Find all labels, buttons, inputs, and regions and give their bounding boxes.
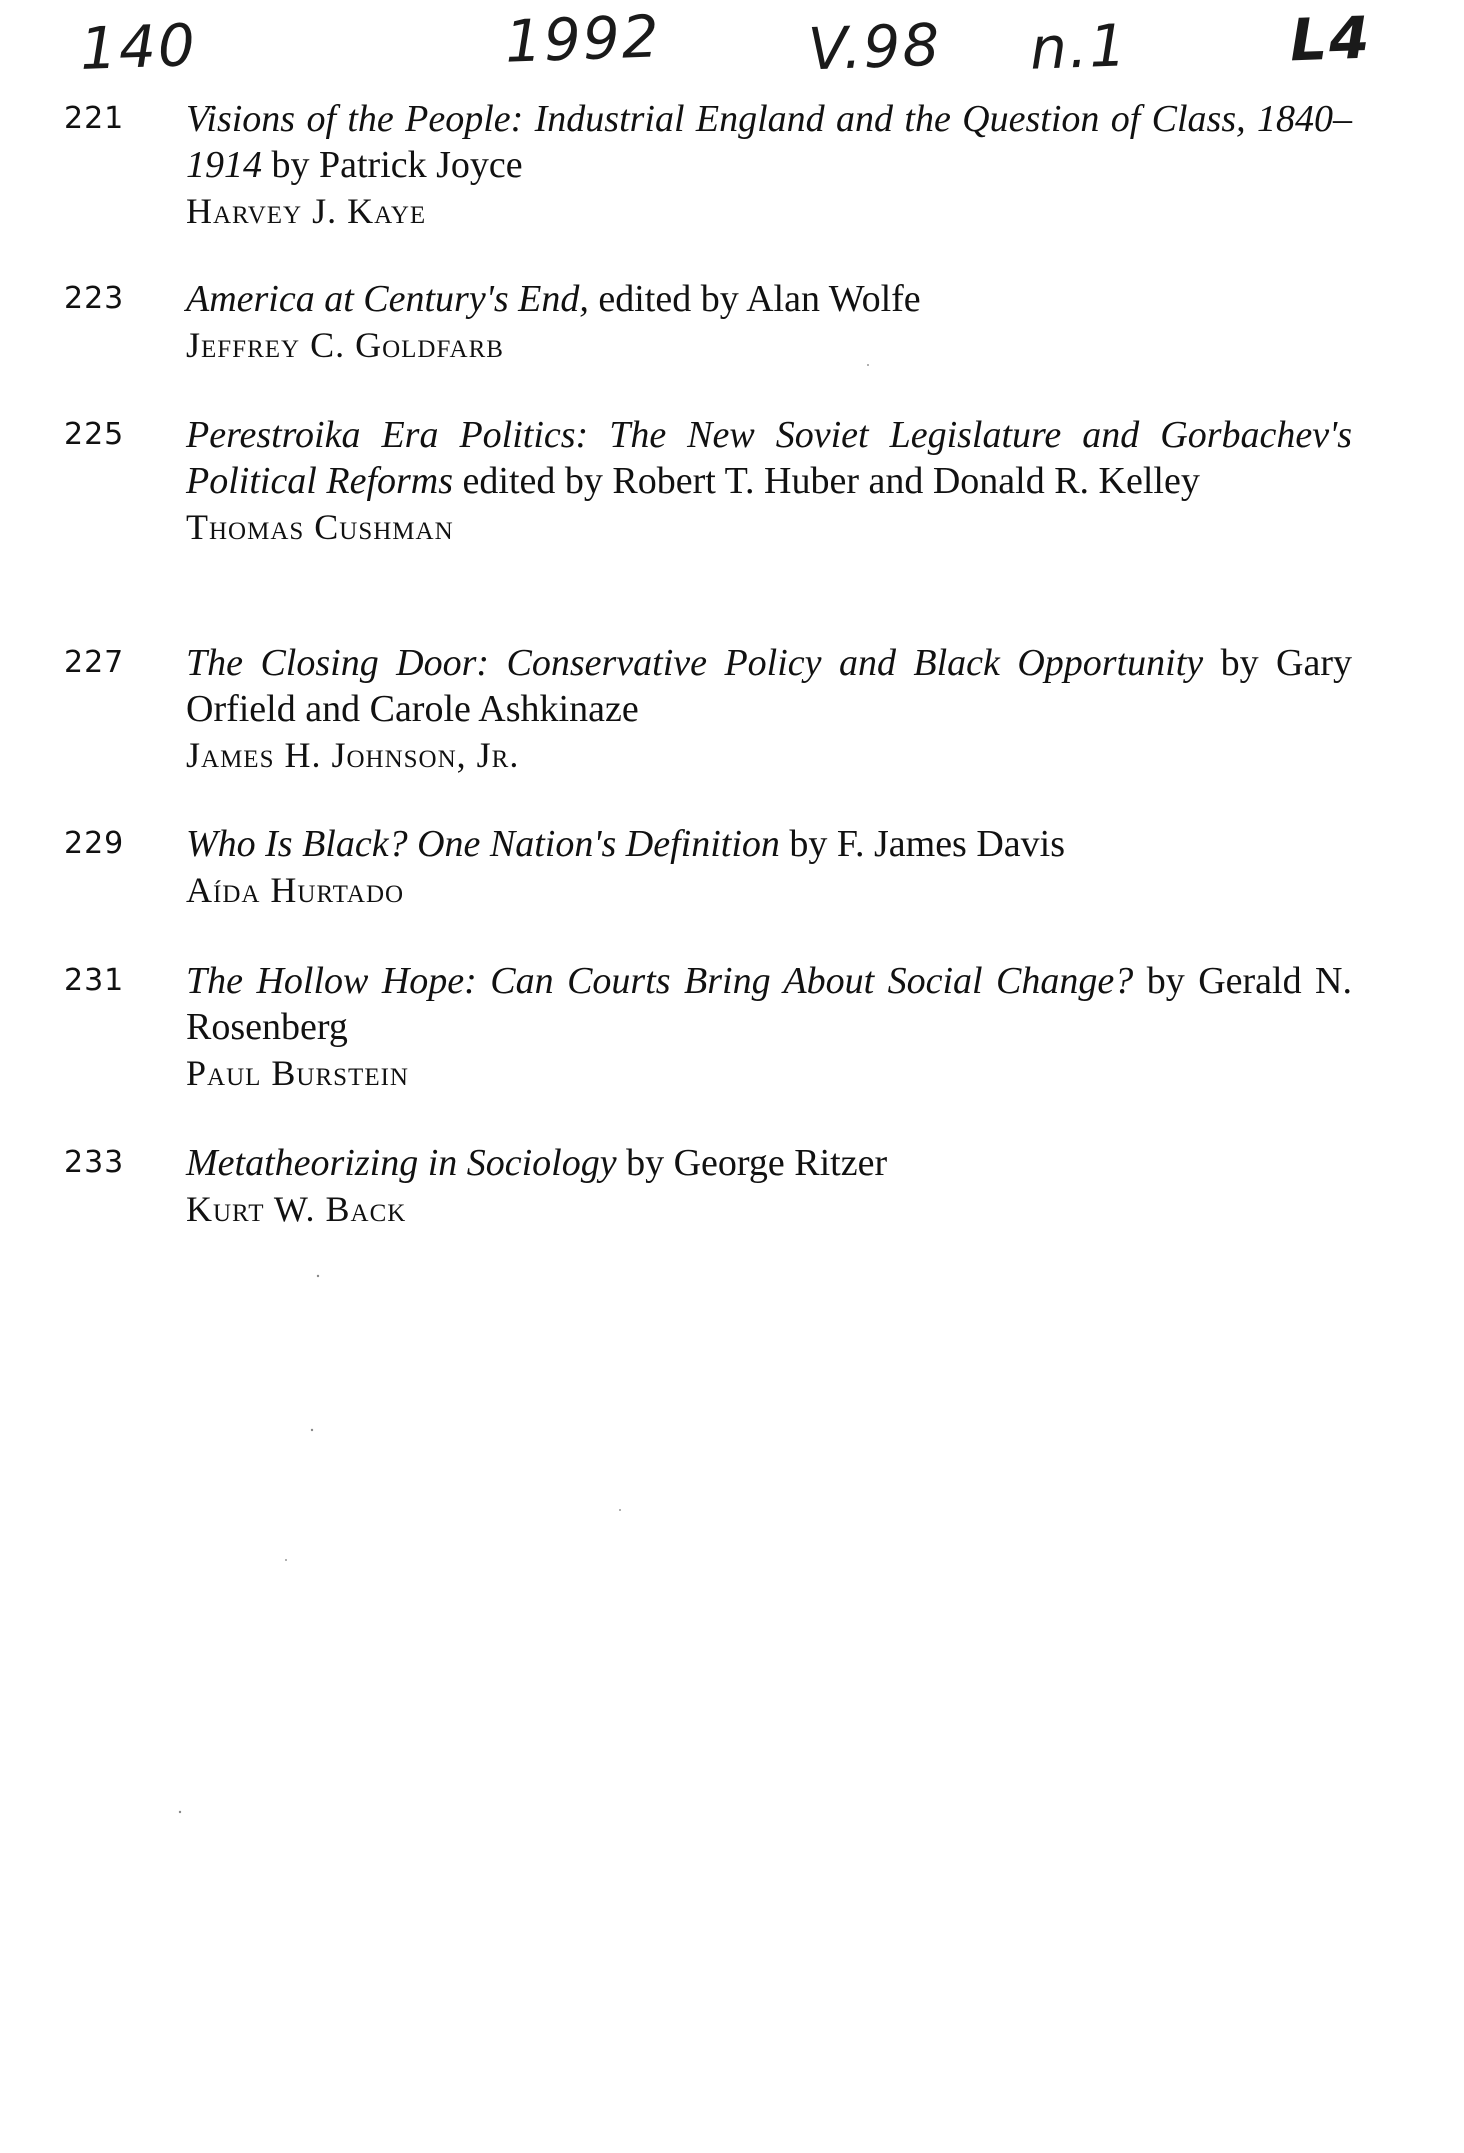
book-citation	[186, 640, 1352, 732]
handwritten-note-volume: V.98	[806, 10, 943, 84]
book-citation	[186, 958, 1352, 1050]
entry-body	[186, 1140, 1352, 1232]
reviewer-name: Kurt W. Back	[186, 1189, 407, 1229]
handwritten-note-year: 1992	[503, 2, 662, 76]
book-title: Metatheorizing in Sociology	[186, 1142, 617, 1184]
book-title: Who Is Black? One Nation's Definition	[186, 823, 780, 865]
entry-body	[186, 821, 1352, 913]
entry-body	[186, 96, 1352, 234]
handwritten-note-number: 140	[78, 10, 198, 84]
page-number: 221	[64, 101, 125, 136]
book-citation	[186, 96, 1352, 188]
reviewer-name: Harvey J. Kaye	[186, 191, 427, 231]
reviewer-name: Paul Burstein	[186, 1053, 409, 1093]
book-title: The Hollow Hope: Can Courts Bring About Social Change?	[186, 960, 1134, 1002]
book-citation	[186, 1140, 1352, 1186]
book-byline: edited by Alan Wolfe	[588, 278, 921, 320]
book-byline: by F. James Davis	[779, 823, 1066, 865]
book-citation	[186, 276, 1352, 322]
handwritten-note-issue: n.1	[1028, 11, 1130, 83]
book-title: Visions of the People: Industrial England and the Question of Class, 1840–1914	[186, 98, 1352, 186]
entry-body	[186, 958, 1352, 1096]
book-citation	[186, 412, 1352, 504]
page-number: 231	[64, 963, 125, 998]
book-byline: by Patrick Joyce	[262, 144, 523, 186]
handwritten-annotation	[0, 0, 1464, 92]
page-number: 225	[64, 417, 125, 452]
book-title: Perestroika Era Politics: The New Soviet Legislature and Gorbachev's Political Reforms	[186, 414, 1352, 502]
entry-body	[186, 276, 1352, 368]
book-title: The Closing Door: Conservative Policy and Black Opportunity	[186, 642, 1204, 684]
page-number: 223	[64, 281, 125, 316]
entry-body	[186, 640, 1352, 778]
book-byline: by Gerald N. Rosenberg	[186, 960, 1352, 1048]
reviewer-name: Aída Hurtado	[186, 870, 405, 910]
book-byline: by Gary Orfield and Carole Ashkinaze	[186, 642, 1353, 730]
book-byline: by George Ritzer	[616, 1142, 888, 1184]
book-title: America at Century's End,	[186, 278, 589, 320]
handwritten-note-code: L4	[1288, 3, 1373, 75]
entry-body	[186, 412, 1352, 550]
reviewer-name: Thomas Cushman	[186, 507, 454, 547]
page-number: 227	[64, 645, 125, 680]
page-number: 233	[64, 1145, 125, 1180]
reviewer-name: James H. Johnson, Jr.	[186, 735, 520, 775]
book-byline: edited by Robert T. Huber and Donald R. Kelley	[453, 460, 1200, 502]
reviewer-name: Jeffrey C. Goldfarb	[186, 325, 504, 365]
book-citation	[186, 821, 1352, 867]
page-number: 229	[64, 826, 125, 861]
